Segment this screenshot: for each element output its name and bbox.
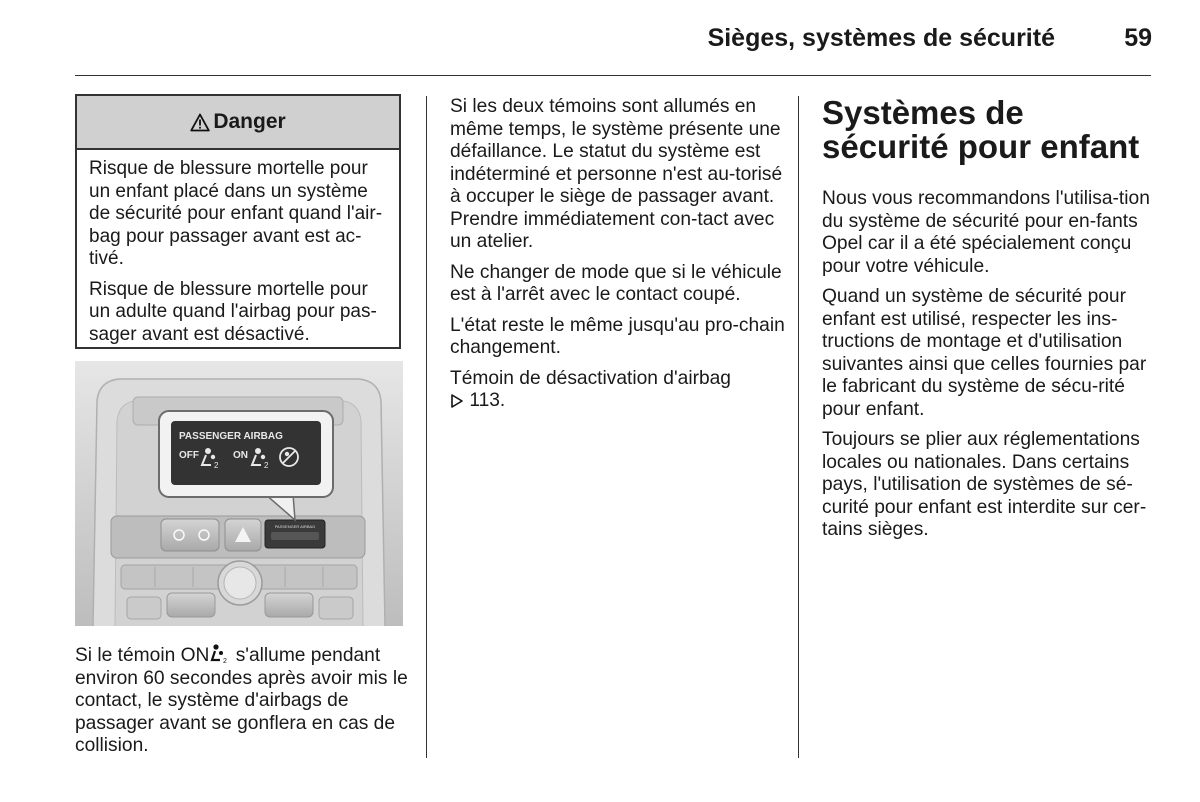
svg-text:2: 2	[223, 658, 228, 664]
dashboard-airbag-illustration	[75, 361, 403, 626]
paragraph-text: s'allume pendant environ 60 secondes après avoir mis le contact, le système d'airbags de passager avant se gonflera en cas de collision.	[75, 645, 408, 756]
airbag-off-label: OFF	[179, 450, 199, 461]
page-number: 59	[1124, 24, 1152, 52]
paragraph: Nous vous recommandons l'utilisa-tion du système de sécurité pour en-fants Opel car il a été spécialement conçu pour votre véhicule.	[822, 188, 1150, 277]
airbag-panel-title: PASSENGER AIRBAG	[179, 431, 283, 442]
danger-paragraph: Risque de blessure mortelle pour un adulte quand l'airbag pour pas-sager avant est désactivé.	[89, 278, 377, 345]
airbag-on-paragraph	[75, 643, 410, 758]
column-divider-left	[426, 96, 427, 758]
column-3-text	[822, 96, 1152, 550]
section-heading: Systèmes de sécurité pour enfant	[822, 94, 1140, 165]
small-airbag-label: PASSENGER AIRBAG	[274, 524, 316, 529]
airbag-on-label: ON	[233, 450, 248, 461]
passenger-airbag-on-icon	[209, 643, 230, 664]
danger-title: Danger	[213, 110, 286, 133]
svg-text:2: 2	[264, 461, 269, 470]
paragraph-text: Si le témoin ON	[75, 645, 210, 666]
column-1-text	[75, 643, 410, 766]
danger-box	[75, 94, 401, 349]
danger-paragraph: Risque de blessure mortelle pour un enfant placé dans un système de sécurité pour enfant quand l'air-bag pour passager avant est ac-tivé.	[89, 158, 383, 269]
svg-text:2: 2	[214, 461, 219, 470]
reference-text: Témoin de désactivation d'airbag	[450, 367, 731, 389]
header-rule	[75, 75, 1151, 76]
paragraph: Toujours se plier aux réglementations locales ou nationales. Dans certains pays, l'utilisation de systèmes de sé-curité pour enfant est interdite sur cer-tains sièges.	[822, 429, 1147, 540]
column-divider-right	[798, 96, 799, 758]
column-2-text	[450, 96, 785, 421]
paragraph: Si les deux témoins sont allumés en même temps, le système présente une défaillance. Le statut du système est indéterminé et personne n'est au-torisé à occuper le siège de passager avant. Prendre immédiatement con-tact avec un atelier.	[450, 96, 783, 252]
paragraph: Ne changer de mode que si le véhicule est à l'arrêt avec le contact coupé.	[450, 261, 782, 305]
paragraph: Quand un système de sécurité pour enfant est utilisé, respecter les ins-tructions de montage et d'utilisation suivantes ainsi que celles fournies par le fabricant du système de sécu-rité pour enfant.	[822, 286, 1147, 420]
reference-page-link[interactable]: 113.	[469, 390, 506, 411]
reference-paragraph	[450, 368, 785, 413]
header-title: Sièges, systèmes de sécurité	[707, 24, 1055, 52]
paragraph: L'état reste le même jusqu'au pro-chain changement.	[450, 314, 785, 358]
warning-triangle-icon	[190, 113, 210, 132]
danger-header	[77, 96, 399, 150]
page-reference-arrow-icon	[450, 393, 464, 409]
danger-body	[77, 150, 399, 346]
